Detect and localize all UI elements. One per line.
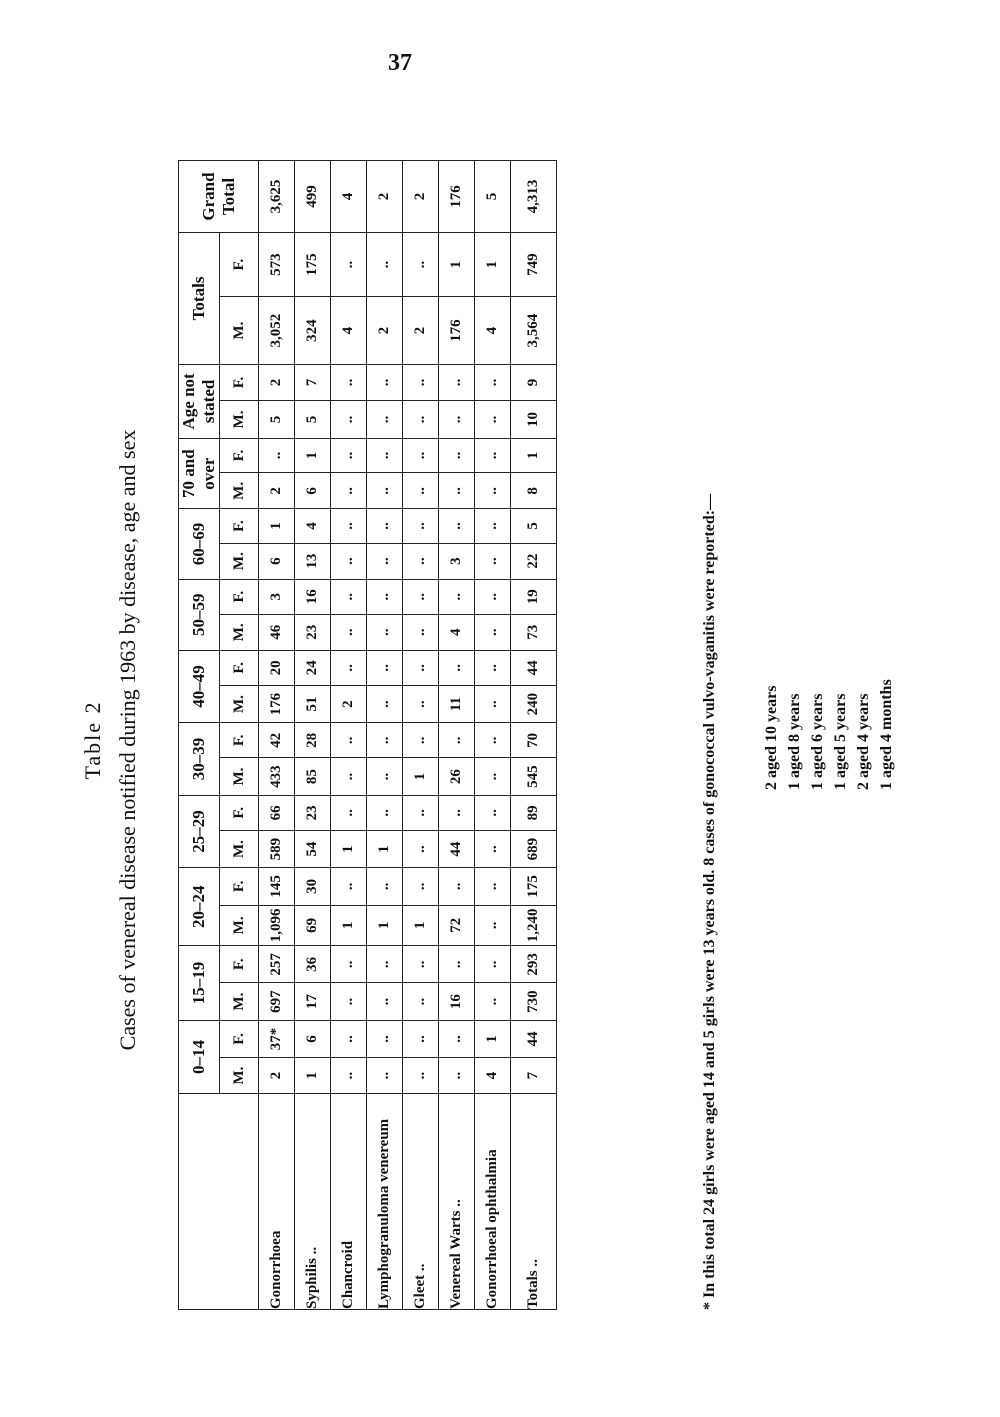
rotated-page <box>0 160 1000 1320</box>
table-cell: .. <box>403 983 439 1020</box>
table-cell: .. <box>367 868 403 905</box>
table-cell: .. <box>475 614 511 650</box>
table-cell: 36 <box>295 946 331 983</box>
table-cell: .. <box>331 723 367 758</box>
table-cell: 689 <box>511 830 557 867</box>
table-row <box>259 161 295 1310</box>
table-cell: 257 <box>259 946 295 983</box>
disease-label: Syphilis .. <box>295 1094 331 1310</box>
table-cell: 16 <box>295 579 331 614</box>
table-cell: .. <box>439 401 475 439</box>
table-cell: .. <box>403 650 439 685</box>
disease-label: Venereal Warts .. <box>439 1094 475 1310</box>
female-header: F. <box>220 946 259 983</box>
table-cell: 4 <box>331 297 367 365</box>
table-cell: 16 <box>439 983 475 1020</box>
table-cell: .. <box>367 579 403 614</box>
table-cell: 2 <box>367 297 403 365</box>
table-cell: 26 <box>439 758 475 795</box>
table-cell: 7 <box>511 1058 557 1094</box>
table-cell: .. <box>475 543 511 579</box>
table-cell: 2 <box>259 1058 295 1094</box>
table-cell: 6 <box>295 473 331 509</box>
table-cell: 11 <box>439 685 475 722</box>
table-cell: .. <box>259 438 295 472</box>
table-cell: .. <box>367 509 403 543</box>
table-cell: 42 <box>259 723 295 758</box>
table-cell: 2 <box>259 473 295 509</box>
table-cell: 23 <box>295 795 331 830</box>
table-cell: 5 <box>295 401 331 439</box>
table-cell: .. <box>475 438 511 472</box>
table-cell: 5 <box>259 401 295 439</box>
page-number: 37 <box>388 50 412 76</box>
disease-header <box>179 1094 259 1310</box>
table-cell: 85 <box>295 758 331 795</box>
table-cell: 3 <box>439 543 475 579</box>
table-cell: .. <box>439 723 475 758</box>
table-cell: .. <box>367 723 403 758</box>
table-cell: .. <box>403 438 439 472</box>
table-cell: 5 <box>475 161 511 233</box>
table-cell: 145 <box>259 868 295 905</box>
footnote-age-list <box>760 679 898 790</box>
footnote-age-item: 1 aged 6 years <box>809 693 826 790</box>
table-cell: .. <box>439 946 475 983</box>
table-cell: 240 <box>511 685 557 722</box>
table-cell: .. <box>331 614 367 650</box>
table-cell: .. <box>367 364 403 400</box>
female-header: F. <box>220 868 259 905</box>
table-cell: 176 <box>439 161 475 233</box>
footnote-age-item: 2 aged 4 years <box>855 693 872 790</box>
age-group-header: Age not stated <box>179 364 220 438</box>
table-cell: 2 <box>259 364 295 400</box>
table-cell: 17 <box>295 983 331 1020</box>
table-cell: .. <box>367 543 403 579</box>
table-cell: .. <box>403 509 439 543</box>
table-cell: .. <box>475 983 511 1020</box>
table-cell: .. <box>439 650 475 685</box>
table-cell: .. <box>439 1020 475 1057</box>
table-cell: .. <box>439 795 475 830</box>
venereal-disease-table <box>178 160 557 1310</box>
table-cell: 72 <box>439 905 475 946</box>
female-header: F. <box>220 509 259 543</box>
table-cell: 1,096 <box>259 905 295 946</box>
footnote-age-item: 1 aged 8 years <box>786 693 803 790</box>
table-cell: 69 <box>295 905 331 946</box>
table-cell: .. <box>475 723 511 758</box>
table-row <box>295 161 331 1310</box>
table-cell: .. <box>367 946 403 983</box>
table-cell: .. <box>367 758 403 795</box>
table-cell: 293 <box>511 946 557 983</box>
table-title: Cases of venereal disease notified during 1963 by disease, age and sex <box>115 429 140 1051</box>
table-cell: 20 <box>259 650 295 685</box>
table-cell: .. <box>331 543 367 579</box>
table-cell: .. <box>475 401 511 439</box>
table-cell: .. <box>439 473 475 509</box>
table-row <box>367 161 403 1310</box>
table-cell: 3,052 <box>259 297 295 365</box>
table-cell: .. <box>403 579 439 614</box>
table-cell: 324 <box>295 297 331 365</box>
table-cell: .. <box>367 795 403 830</box>
table-cell: .. <box>367 401 403 439</box>
table-cell: 1 <box>331 830 367 867</box>
table-cell: 545 <box>511 758 557 795</box>
table-cell: 176 <box>439 297 475 365</box>
male-header: M. <box>220 905 259 946</box>
table-cell: 1 <box>367 830 403 867</box>
age-group-header: 60–69 <box>179 509 220 579</box>
disease-label: Totals .. <box>511 1094 557 1310</box>
female-header: F. <box>220 650 259 685</box>
table-cell: .. <box>403 614 439 650</box>
table-cell: .. <box>331 758 367 795</box>
table-cell: 1 <box>295 1058 331 1094</box>
table-cell: .. <box>475 905 511 946</box>
table-cell: .. <box>403 233 439 297</box>
table-cell: .. <box>331 401 367 439</box>
age-group-header: 30–39 <box>179 723 220 795</box>
table-row <box>439 161 475 1310</box>
table-cell: .. <box>475 868 511 905</box>
age-group-header-row <box>179 161 220 1310</box>
table-cell: .. <box>475 685 511 722</box>
female-header: F. <box>220 795 259 830</box>
grand-total-header: Grand Total <box>179 161 259 233</box>
table-cell: 4 <box>295 509 331 543</box>
table-cell: 51 <box>295 685 331 722</box>
table-cell: .. <box>367 438 403 472</box>
table-cell: 54 <box>295 830 331 867</box>
table-cell: .. <box>331 579 367 614</box>
table-cell: 176 <box>259 685 295 722</box>
table-cell: .. <box>439 868 475 905</box>
male-header: M. <box>220 758 259 795</box>
table-cell: .. <box>439 579 475 614</box>
table-cell: 749 <box>511 233 557 297</box>
table-cell: .. <box>403 946 439 983</box>
table-cell: .. <box>403 795 439 830</box>
table-cell: 24 <box>295 650 331 685</box>
table-cell: 3,625 <box>259 161 295 233</box>
table-cell: 13 <box>295 543 331 579</box>
table-cell: .. <box>403 543 439 579</box>
table-cell: .. <box>439 364 475 400</box>
table-cell: .. <box>475 758 511 795</box>
table-cell: 1 <box>259 509 295 543</box>
table-cell: 2 <box>403 161 439 233</box>
age-group-header: 70 and over <box>179 438 220 509</box>
table-cell: 3,564 <box>511 297 557 365</box>
age-group-header: 40–49 <box>179 650 220 722</box>
age-group-header: 15–19 <box>179 946 220 1021</box>
table-cell: 30 <box>295 868 331 905</box>
table-cell: 46 <box>259 614 295 650</box>
age-group-header: Totals <box>179 233 220 365</box>
table-cell: 28 <box>295 723 331 758</box>
male-header: M. <box>220 473 259 509</box>
table-cell: 1 <box>475 1020 511 1057</box>
table-cell: 1 <box>295 438 331 472</box>
table-cell: 1 <box>403 758 439 795</box>
table-cell: 4 <box>475 297 511 365</box>
table-cell: .. <box>331 1058 367 1094</box>
table-cell: .. <box>403 364 439 400</box>
disease-label: Lymphogranuloma venereum <box>367 1094 403 1310</box>
table-cell: .. <box>475 509 511 543</box>
table-cell: 1 <box>367 905 403 946</box>
female-header: F. <box>220 233 259 297</box>
totals-row <box>511 161 557 1310</box>
table-cell: .. <box>475 946 511 983</box>
table-cell: 3 <box>259 579 295 614</box>
table-row <box>331 161 367 1310</box>
table-cell: .. <box>403 401 439 439</box>
table-cell: 1 <box>403 905 439 946</box>
table-cell: .. <box>331 868 367 905</box>
table-cell: .. <box>331 795 367 830</box>
table-cell: .. <box>439 1058 475 1094</box>
table-cell: 2 <box>331 685 367 722</box>
table-cell: .. <box>331 509 367 543</box>
table-cell: .. <box>439 509 475 543</box>
table-cell: 499 <box>295 161 331 233</box>
table-cell: 7 <box>295 364 331 400</box>
table-cell: .. <box>403 1020 439 1057</box>
table-cell: 1 <box>475 233 511 297</box>
table-cell: .. <box>331 473 367 509</box>
footnote-age-item: 1 aged 4 months <box>878 679 895 790</box>
table-cell: .. <box>367 983 403 1020</box>
footnote-age-item: 1 aged 5 years <box>832 693 849 790</box>
male-header: M. <box>220 297 259 365</box>
age-group-header: 25–29 <box>179 795 220 867</box>
disease-label: Chancroid <box>331 1094 367 1310</box>
male-header: M. <box>220 543 259 579</box>
table-cell: 697 <box>259 983 295 1020</box>
footnote: * In this total 24 girls were aged 14 and 5 girls were 13 years old. 8 cases of gonococcal vulvo-vaganitis were reported:— <box>701 493 718 1310</box>
table-cell: 175 <box>511 868 557 905</box>
table-cell: .. <box>331 983 367 1020</box>
table-cell: .. <box>403 723 439 758</box>
female-header: F. <box>220 723 259 758</box>
disease-label: Gleet .. <box>403 1094 439 1310</box>
table-cell: 1 <box>439 233 475 297</box>
table-cell: 4 <box>331 161 367 233</box>
table-cell: 44 <box>511 650 557 685</box>
table-cell: 22 <box>511 543 557 579</box>
table-cell: 1,240 <box>511 905 557 946</box>
male-header: M. <box>220 830 259 867</box>
table-cell: 19 <box>511 579 557 614</box>
table-cell: 6 <box>295 1020 331 1057</box>
table-cell: .. <box>403 1058 439 1094</box>
table-cell: 9 <box>511 364 557 400</box>
table-cell: .. <box>403 830 439 867</box>
female-header: F. <box>220 579 259 614</box>
table-row <box>475 161 511 1310</box>
table-cell: 730 <box>511 983 557 1020</box>
table-cell: 2 <box>367 161 403 233</box>
table-label: Table 2 <box>80 700 105 780</box>
table-cell: 70 <box>511 723 557 758</box>
table-cell: .. <box>475 830 511 867</box>
footnote-age-item: 2 aged 10 years <box>763 685 780 790</box>
table-cell: 433 <box>259 758 295 795</box>
female-header: F. <box>220 438 259 472</box>
table-cell: .. <box>367 1020 403 1057</box>
table-cell: .. <box>367 614 403 650</box>
table-cell: .. <box>367 473 403 509</box>
table-cell: .. <box>331 364 367 400</box>
table-cell: .. <box>331 946 367 983</box>
table-cell: 4,313 <box>511 161 557 233</box>
table-cell: 5 <box>511 509 557 543</box>
table-cell: .. <box>475 579 511 614</box>
disease-label: Gonorrhoea <box>259 1094 295 1310</box>
table-cell: 589 <box>259 830 295 867</box>
age-group-header: 50–59 <box>179 579 220 650</box>
male-header: M. <box>220 614 259 650</box>
table-cell: 6 <box>259 543 295 579</box>
table-cell: 10 <box>511 401 557 439</box>
table-cell: .. <box>331 650 367 685</box>
table-cell: 1 <box>511 438 557 472</box>
table-cell: 4 <box>439 614 475 650</box>
male-header: M. <box>220 983 259 1020</box>
table-cell: .. <box>331 233 367 297</box>
table-cell: 89 <box>511 795 557 830</box>
table-cell: .. <box>367 233 403 297</box>
table-cell: .. <box>439 438 475 472</box>
table-cell: 66 <box>259 795 295 830</box>
table-cell: 23 <box>295 614 331 650</box>
table-cell: .. <box>403 473 439 509</box>
female-header: F. <box>220 364 259 400</box>
age-group-header: 0–14 <box>179 1020 220 1093</box>
table-cell: 44 <box>439 830 475 867</box>
table-cell: .. <box>367 685 403 722</box>
male-header: M. <box>220 1058 259 1094</box>
table-cell: .. <box>367 650 403 685</box>
table-cell: 1 <box>331 905 367 946</box>
table-cell: 37* <box>259 1020 295 1057</box>
table-cell: .. <box>331 438 367 472</box>
disease-label: Gonorrhoeal ophthalmia <box>475 1094 511 1310</box>
table-cell: 573 <box>259 233 295 297</box>
table-cell: 8 <box>511 473 557 509</box>
table-cell: 44 <box>511 1020 557 1057</box>
female-header: F. <box>220 1020 259 1057</box>
table-body <box>259 161 557 1310</box>
table-cell: .. <box>475 795 511 830</box>
table-cell: .. <box>403 868 439 905</box>
table-cell: .. <box>367 1058 403 1094</box>
age-group-header: 20–24 <box>179 868 220 946</box>
male-header: M. <box>220 685 259 722</box>
male-header: M. <box>220 401 259 439</box>
table-cell: .. <box>403 685 439 722</box>
table-cell: .. <box>331 1020 367 1057</box>
table-cell: 175 <box>295 233 331 297</box>
table-cell: .. <box>475 364 511 400</box>
table-row <box>403 161 439 1310</box>
table-cell: 73 <box>511 614 557 650</box>
table-cell: 4 <box>475 1058 511 1094</box>
table-cell: 2 <box>403 297 439 365</box>
table-cell: .. <box>475 473 511 509</box>
table-cell: .. <box>475 650 511 685</box>
